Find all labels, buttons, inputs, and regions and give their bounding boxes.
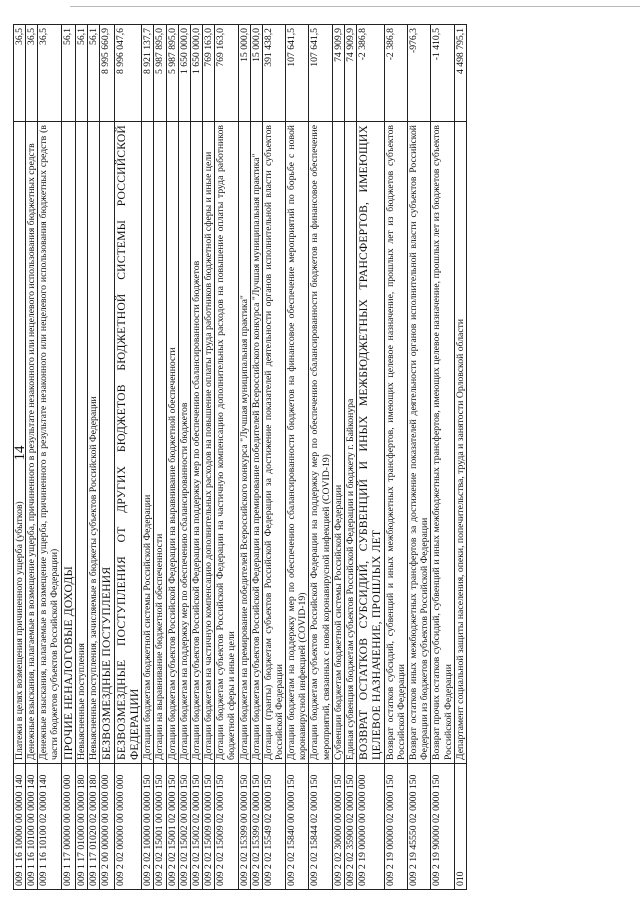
code-cell: 009 2 02 15002 02 0000 150	[190, 764, 202, 890]
table-row	[38, 25, 61, 890]
amount-cell: 15 000,0	[250, 25, 262, 122]
name-cell: Невыясненные поступления	[75, 122, 87, 764]
table-row	[215, 25, 238, 890]
code-cell: 010	[454, 764, 466, 890]
name-cell: Дотации (гранты) бюджетам субъектов Российской Федерации за достижение показателей деятельности органов исполнительной власти субъектов Российской Федерации	[262, 122, 285, 764]
table-row	[454, 25, 466, 890]
table-row	[61, 25, 75, 890]
amount-cell: 391 438,2	[262, 25, 285, 122]
code-cell: 009 2 02 35900 02 0000 150	[344, 764, 356, 890]
table-row	[14, 25, 26, 890]
amount-cell: 56,1	[75, 25, 87, 122]
amount-cell: 56,1	[61, 25, 75, 122]
name-cell: Дотации бюджетам субъектов Российской Федерации на выравнивание бюджетной обеспеченности	[166, 122, 178, 764]
name-cell: Денежные взыскания, налагаемые в возмещение ущерба, причиненного в результате незаконного или нецелевого использования бюджетных средств (в части бюджетов субъектов Российской Федерации)	[38, 122, 61, 764]
table-row	[344, 25, 356, 890]
amount-cell: 5 987 895,0	[166, 25, 178, 122]
code-cell: 009 1 17 01000 00 0000 180	[75, 764, 87, 890]
amount-cell: -2 386,8	[357, 25, 385, 122]
amount-cell: -976,3	[408, 25, 431, 122]
amount-cell: 8 996 047,6	[114, 25, 142, 122]
amount-cell: 1 650 000,0	[178, 25, 190, 122]
amount-cell: 56,1	[88, 25, 100, 122]
table-row	[154, 25, 166, 890]
code-cell: 009 2 02 15399 02 0000 150	[250, 764, 262, 890]
table-row	[286, 25, 309, 890]
code-cell: 009 2 02 15844 02 0000 150	[309, 764, 332, 890]
table-row	[431, 25, 454, 890]
amount-cell: -2 386,8	[384, 25, 407, 122]
table-row	[100, 25, 114, 890]
name-cell: Субвенции бюджетам бюджетной системы Российской Федерации	[332, 122, 344, 764]
amount-cell: -1 410,5	[431, 25, 454, 122]
name-cell: Дотации бюджетам на премирование победителей Всероссийского конкурса "Лучшая муниципальная практика"	[238, 122, 250, 764]
code-cell: 009 2 19 90000 02 0000 150	[431, 764, 454, 890]
table-row	[178, 25, 190, 890]
name-cell: Дотации бюджетам на поддержку мер по обеспечению сбалансированности бюджетов на финансовое обеспечение мероприятий по борьбе с новой коронавирусной инфекцией (COVID-19)	[286, 122, 309, 764]
name-cell: ВОЗВРАТ ОСТАТКОВ СУБСИДИЙ, СУБВЕНЦИЙ И ИНЫХ МЕЖБЮДЖЕТНЫХ ТРАНСФЕРТОВ, ИМЕЮЩИХ ЦЕЛЕВОЕ НАЗНАЧЕНИЕ, ПРОШЛЫХ ЛЕТ	[357, 122, 385, 764]
table-body	[14, 25, 467, 890]
name-cell: Возврат остатков субсидий, субвенций и иных межбюджетных трансфертов, имеющих целевое назначение, прошлых лет из бюджетов субъектов Российской Федерации	[384, 122, 407, 764]
name-cell: Возврат остатков иных межбюджетных трансфертов за достижение показателей деятельности органов исполнительной власти субъектов Российской Федерации из бюджетов субъектов Российской Федерации	[408, 122, 431, 764]
code-cell: 009 2 02 10000 00 0000 150	[142, 764, 154, 890]
table-row	[203, 25, 215, 890]
name-cell: Департамент социальной защиты населения, опеки, попечительства, труда и занятости Орловской области	[454, 122, 466, 764]
code-cell: 009 2 02 30000 00 0000 150	[332, 764, 344, 890]
amount-cell: 36,5	[26, 25, 38, 122]
name-cell: Единая субвенция бюджетам субъектов Российской Федерации и бюджету г. Байконура	[344, 122, 356, 764]
table-row	[142, 25, 154, 890]
code-cell: 009 2 02 15009 00 0000 150	[203, 764, 215, 890]
code-cell: 009 2 19 45550 02 0000 150	[408, 764, 431, 890]
table-row	[166, 25, 178, 890]
table-row	[357, 25, 385, 890]
table-row	[114, 25, 142, 890]
name-cell: Денежные взыскания, налагаемые в возмещение ущерба, причиненного в результате незаконного или нецелевого использования бюджетных средств	[26, 122, 38, 764]
table-row	[26, 25, 38, 890]
code-cell: 009 2 02 15840 00 0000 150	[286, 764, 309, 890]
amount-cell: 5 987 895,0	[154, 25, 166, 122]
amount-cell: 36,5	[38, 25, 61, 122]
table-row	[88, 25, 100, 890]
table-row	[190, 25, 202, 890]
code-cell: 009 1 16 10000 00 0000 140	[14, 764, 26, 890]
page-number: 14	[12, 445, 28, 461]
name-cell: Дотации бюджетам на поддержку мер по обеспечению сбалансированности бюджетов	[178, 122, 190, 764]
name-cell: БЕЗВОЗМЕЗДНЫЕ ПОСТУПЛЕНИЯ ОТ ДРУГИХ БЮДЖЕТОВ БЮДЖЕТНОЙ СИСТЕМЫ РОССИЙСКОЙ ФЕДЕРАЦИИ	[114, 122, 142, 764]
table-row	[332, 25, 344, 890]
name-cell: Дотации бюджетам субъектов Российской Федерации на премирование победителей Всероссийского конкурса "Лучшая муниципальная практика"	[250, 122, 262, 764]
amount-cell: 1 650 000,0	[190, 25, 202, 122]
amount-cell: 107 641,5	[309, 25, 332, 122]
code-cell: 009 1 16 10100 02 0000 140	[38, 764, 61, 890]
amount-cell: 4 498 795,1	[454, 25, 466, 122]
table-row	[309, 25, 332, 890]
code-cell: 009 1 17 00000 00 0000 000	[61, 764, 75, 890]
amount-cell: 769 163,0	[203, 25, 215, 122]
code-cell: 009 2 02 15001 02 0000 150	[166, 764, 178, 890]
code-cell: 009 2 19 00000 00 0000 000	[357, 764, 385, 890]
amount-cell: 36,5	[14, 25, 26, 122]
budget-revenue-table	[13, 24, 467, 890]
name-cell: Дотации бюджетам на частичную компенсацию дополнительных расходов на повышение оплаты труда работников бюджетной сферы и иные цели	[203, 122, 215, 764]
amount-cell: 8 995 660,9	[100, 25, 114, 122]
table-row	[384, 25, 407, 890]
table-row	[262, 25, 285, 890]
amount-cell: 15 000,0	[238, 25, 250, 122]
code-cell: 009 2 02 15009 02 0000 150	[215, 764, 238, 890]
table-row	[238, 25, 250, 890]
code-cell: 009 2 02 15002 00 0000 150	[178, 764, 190, 890]
code-cell: 009 1 17 01020 02 0000 180	[88, 764, 100, 890]
code-cell: 009 2 02 15399 00 0000 150	[238, 764, 250, 890]
code-cell: 009 2 19 00000 02 0000 150	[384, 764, 407, 890]
table-row	[250, 25, 262, 890]
name-cell: Платежи в целях возмещения причиненного ущерба (убытков)	[14, 122, 26, 764]
table-row	[408, 25, 431, 890]
name-cell: БЕЗВОЗМЕЗДНЫЕ ПОСТУПЛЕНИЯ	[100, 122, 114, 764]
amount-cell: 74 909,9	[332, 25, 344, 122]
code-cell: 009 2 00 00000 00 0000 000	[100, 764, 114, 890]
amount-cell: 769 163,0	[215, 25, 238, 122]
name-cell: Дотации бюджетам субъектов Российской Федерации на поддержку мер по обеспечению сбалансированности бюджетов на финансовое обеспечение мероприятий, связанных с новой коронавирусной инфекцией (COVID-19)	[309, 122, 332, 764]
name-cell: Дотации бюджетам бюджетной системы Российской Федерации	[142, 122, 154, 764]
amount-cell: 74 909,9	[344, 25, 356, 122]
code-cell: 009 2 02 15549 02 0000 150	[262, 764, 285, 890]
name-cell: Дотации на выравнивание бюджетной обеспеченности	[154, 122, 166, 764]
amount-cell: 107 641,5	[286, 25, 309, 122]
code-cell: 009 1 16 10100 00 0000 140	[26, 764, 38, 890]
name-cell: Дотации бюджетам субъектов Российской Федерации на частичную компенсацию дополнительных расходов на повышение оплаты труда работников бюджетной сферы и иные цели	[215, 122, 238, 764]
name-cell: ПРОЧИЕ НЕНАЛОГОВЫЕ ДОХОДЫ	[61, 122, 75, 764]
code-cell: 009 2 02 15001 00 0000 150	[154, 764, 166, 890]
code-cell: 009 2 02 00000 00 0000 000	[114, 764, 142, 890]
table-row	[75, 25, 87, 890]
amount-cell: 8 921 137,7	[142, 25, 154, 122]
name-cell: Возврат прочих остатков субсидий, субвенций и иных межбюджетных трансфертов, имеющих целевое назначение, прошлых лет из бюджетов субъектов Российской Федерации	[431, 122, 454, 764]
name-cell: Невыясненные поступления, зачисляемые в бюджеты субъектов Российской Федерации	[88, 122, 100, 764]
name-cell: Дотации бюджетам субъектов Российской Федерации на поддержку мер по обеспечению сбалансированности бюджетов	[190, 122, 202, 764]
scan-edge-line	[70, 6, 640, 7]
